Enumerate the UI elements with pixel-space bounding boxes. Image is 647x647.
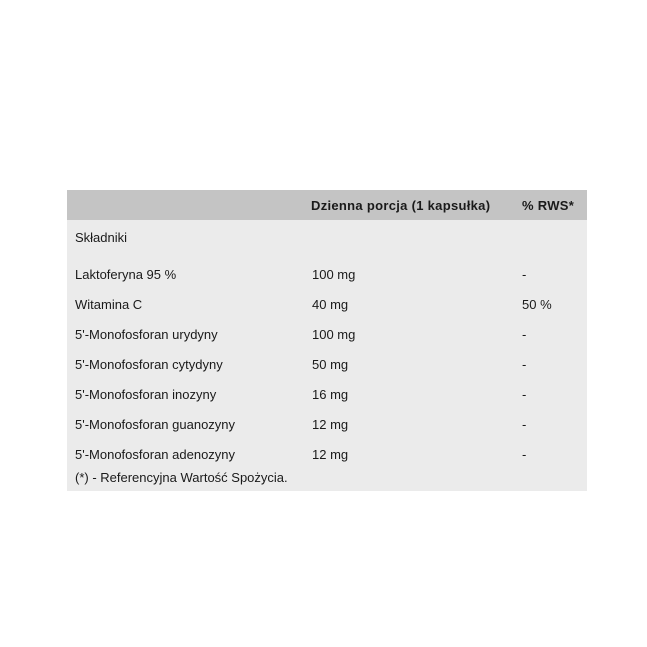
ingredient-name: Witamina C	[75, 297, 143, 312]
table-row	[67, 380, 587, 410]
ingredient-amount: 16 mg	[312, 387, 349, 402]
table-row	[67, 410, 587, 440]
ingredient-rws: -	[522, 267, 527, 282]
ingredient-amount: 100 mg	[312, 327, 356, 342]
ingredient-name: 5'-Monofosforan adenozyny	[75, 447, 236, 462]
ingredient-rws: -	[522, 327, 527, 342]
ingredient-rws: -	[522, 417, 527, 432]
table-row	[67, 290, 587, 320]
ingredient-amount: 50 mg	[312, 357, 349, 372]
ingredient-name: 5'-Monofosforan inozyny	[75, 387, 217, 402]
ingredient-rws: -	[522, 447, 527, 462]
ingredient-rws: -	[522, 357, 527, 372]
header-daily-serving: Dzienna porcja (1 kapsułka)	[311, 198, 491, 213]
ingredient-name: 5'-Monofosforan urydyny	[75, 327, 218, 342]
ingredient-amount: 100 mg	[312, 267, 356, 282]
ingredient-rws: 50 %	[522, 297, 552, 312]
ingredient-rws: -	[522, 387, 527, 402]
footnote: (*) - Referencyjna Wartość Spożycia.	[75, 470, 288, 485]
nutrition-table	[67, 190, 587, 491]
table-row	[67, 440, 587, 470]
table-header	[67, 190, 587, 220]
table-row	[67, 320, 587, 350]
ingredient-name: 5'-Monofosforan guanozyny	[75, 417, 236, 432]
ingredient-amount: 12 mg	[312, 447, 349, 462]
ingredient-name: Laktoferyna 95 %	[75, 267, 177, 282]
ingredient-amount: 12 mg	[312, 417, 349, 432]
table-row	[67, 350, 587, 380]
table-row	[67, 260, 587, 290]
ingredient-amount: 40 mg	[312, 297, 349, 312]
ingredient-name: 5'-Monofosforan cytydyny	[75, 357, 223, 372]
header-rws: % RWS*	[522, 198, 575, 213]
section-title-ingredients: Składniki	[75, 230, 128, 245]
